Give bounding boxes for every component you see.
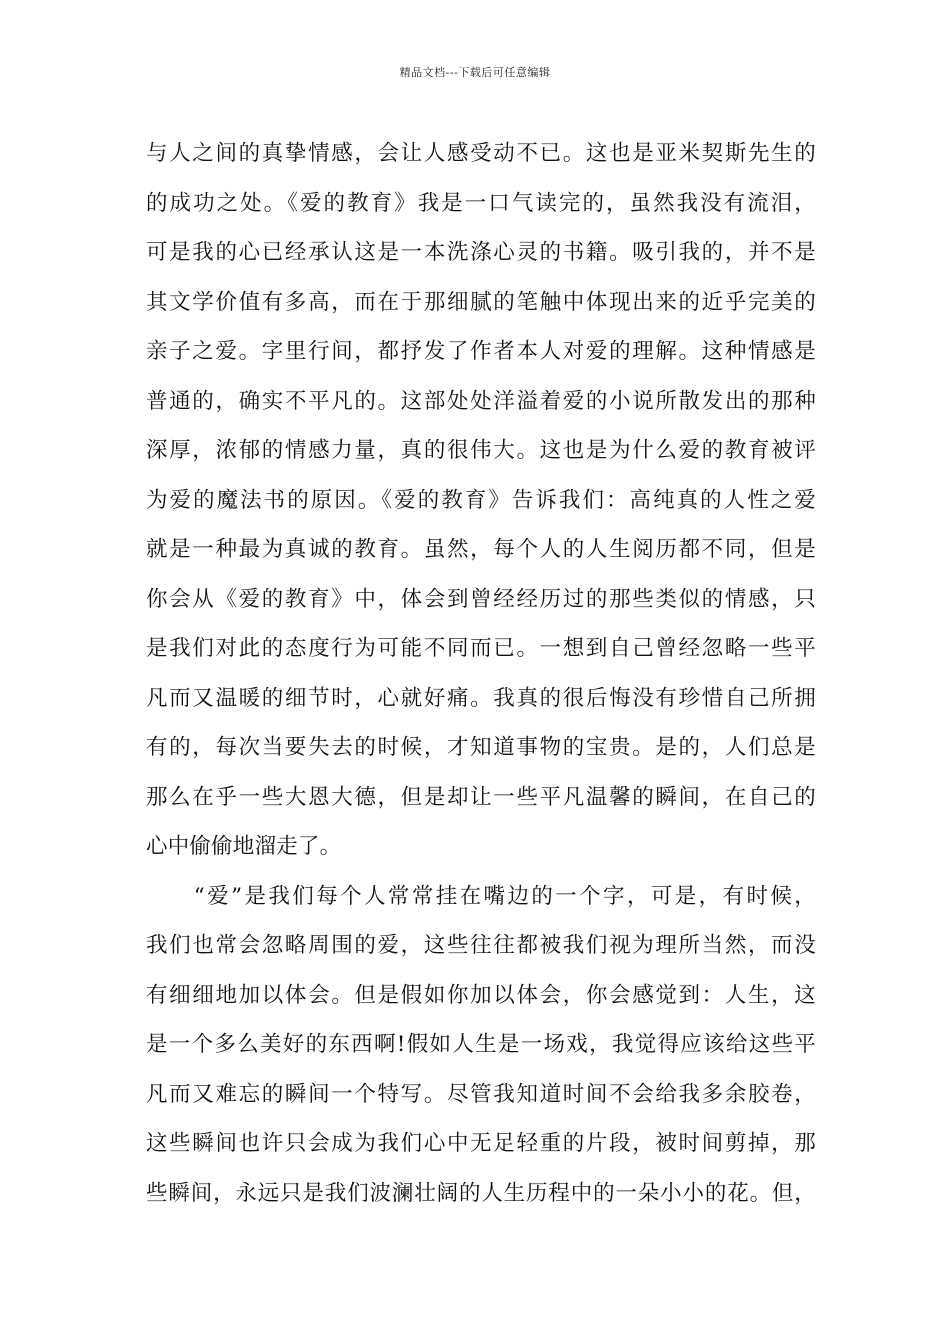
text-line: 凡而又难忘的瞬间一个特写。尽管我知道时间不会给我多余胶卷，	[146, 1081, 816, 1107]
text-line: 凡而又温暖的细节时，心就好痛。我真的很后悔没有珍惜自己所拥	[146, 685, 816, 711]
text-line: 可是我的心已经承认这是一本洗涤心灵的书籍。吸引我的，并不是	[146, 240, 816, 265]
text-line: 其文学价值有多高，而在于那细腻的笔触中体现出来的近乎完美的	[146, 289, 816, 315]
text-line: 有的，每次当要失去的时候，才知道事物的宝贵。是的，人们总是	[146, 735, 816, 760]
text-line: 是我们对此的态度行为可能不同而已。一想到自己曾经忽略一些平	[146, 636, 816, 661]
text-line: 深厚，浓郁的情感力量，真的很伟大。这也是为什么爱的教育被评	[146, 438, 816, 463]
text-line: 些瞬间，永远只是我们波澜壮阔的人生历程中的一朵小小的花。但，	[146, 1180, 816, 1206]
text-line: 有细细地加以体会。但是假如你加以体会，你会感觉到：人生，这	[146, 982, 816, 1008]
text-line: 为爱的魔法书的原因。《爱的教育》告诉我们：高纯真的人性之爱	[146, 487, 816, 513]
paragraph-1	[146, 129, 816, 872]
text-line: 的成功之处。《爱的教育》我是一口气读完的，虽然我没有流泪，	[146, 190, 816, 216]
text-line: 普通的，确实不平凡的。这部处处洋溢着爱的小说所散发出的那种	[146, 388, 816, 414]
body-text	[146, 129, 816, 1218]
page-header: 精品文档---下载后可任意编辑	[399, 66, 551, 79]
text-line: 这些瞬间也许只会成为我们心中无足轻重的片段，被时间剪掉，那	[146, 1131, 816, 1156]
text-line: 那么在乎一些大恩大德，但是却让一些平凡温馨的瞬间，在自己的	[146, 784, 816, 810]
paragraph-2	[146, 872, 816, 1219]
text-line: 亲子之爱。字里行间，都抒发了作者本人对爱的理解。这种情感是	[146, 339, 816, 364]
text-line: 与人之间的真挚情感，会让人感受动不已。这也是亚米契斯先生的	[146, 141, 816, 166]
text-line: 就是一种最为真诚的教育。虽然，每个人的人生阅历都不同，但是	[146, 537, 816, 562]
text-line: 是一个多么美好的东西啊!假如人生是一场戏，我觉得应该给这些平	[146, 1032, 816, 1057]
text-line: “爱”是我们每个人常常挂在嘴边的一个字，可是，有时候，	[146, 883, 816, 909]
text-line: 心中偷偷地溜走了。	[146, 834, 342, 859]
text-line: 你会从《爱的教育》中，体会到曾经经历过的那些类似的情感，只	[146, 586, 816, 612]
text-line: 我们也常会忽略周围的爱，这些往往都被我们视为理所当然，而没	[146, 933, 816, 958]
